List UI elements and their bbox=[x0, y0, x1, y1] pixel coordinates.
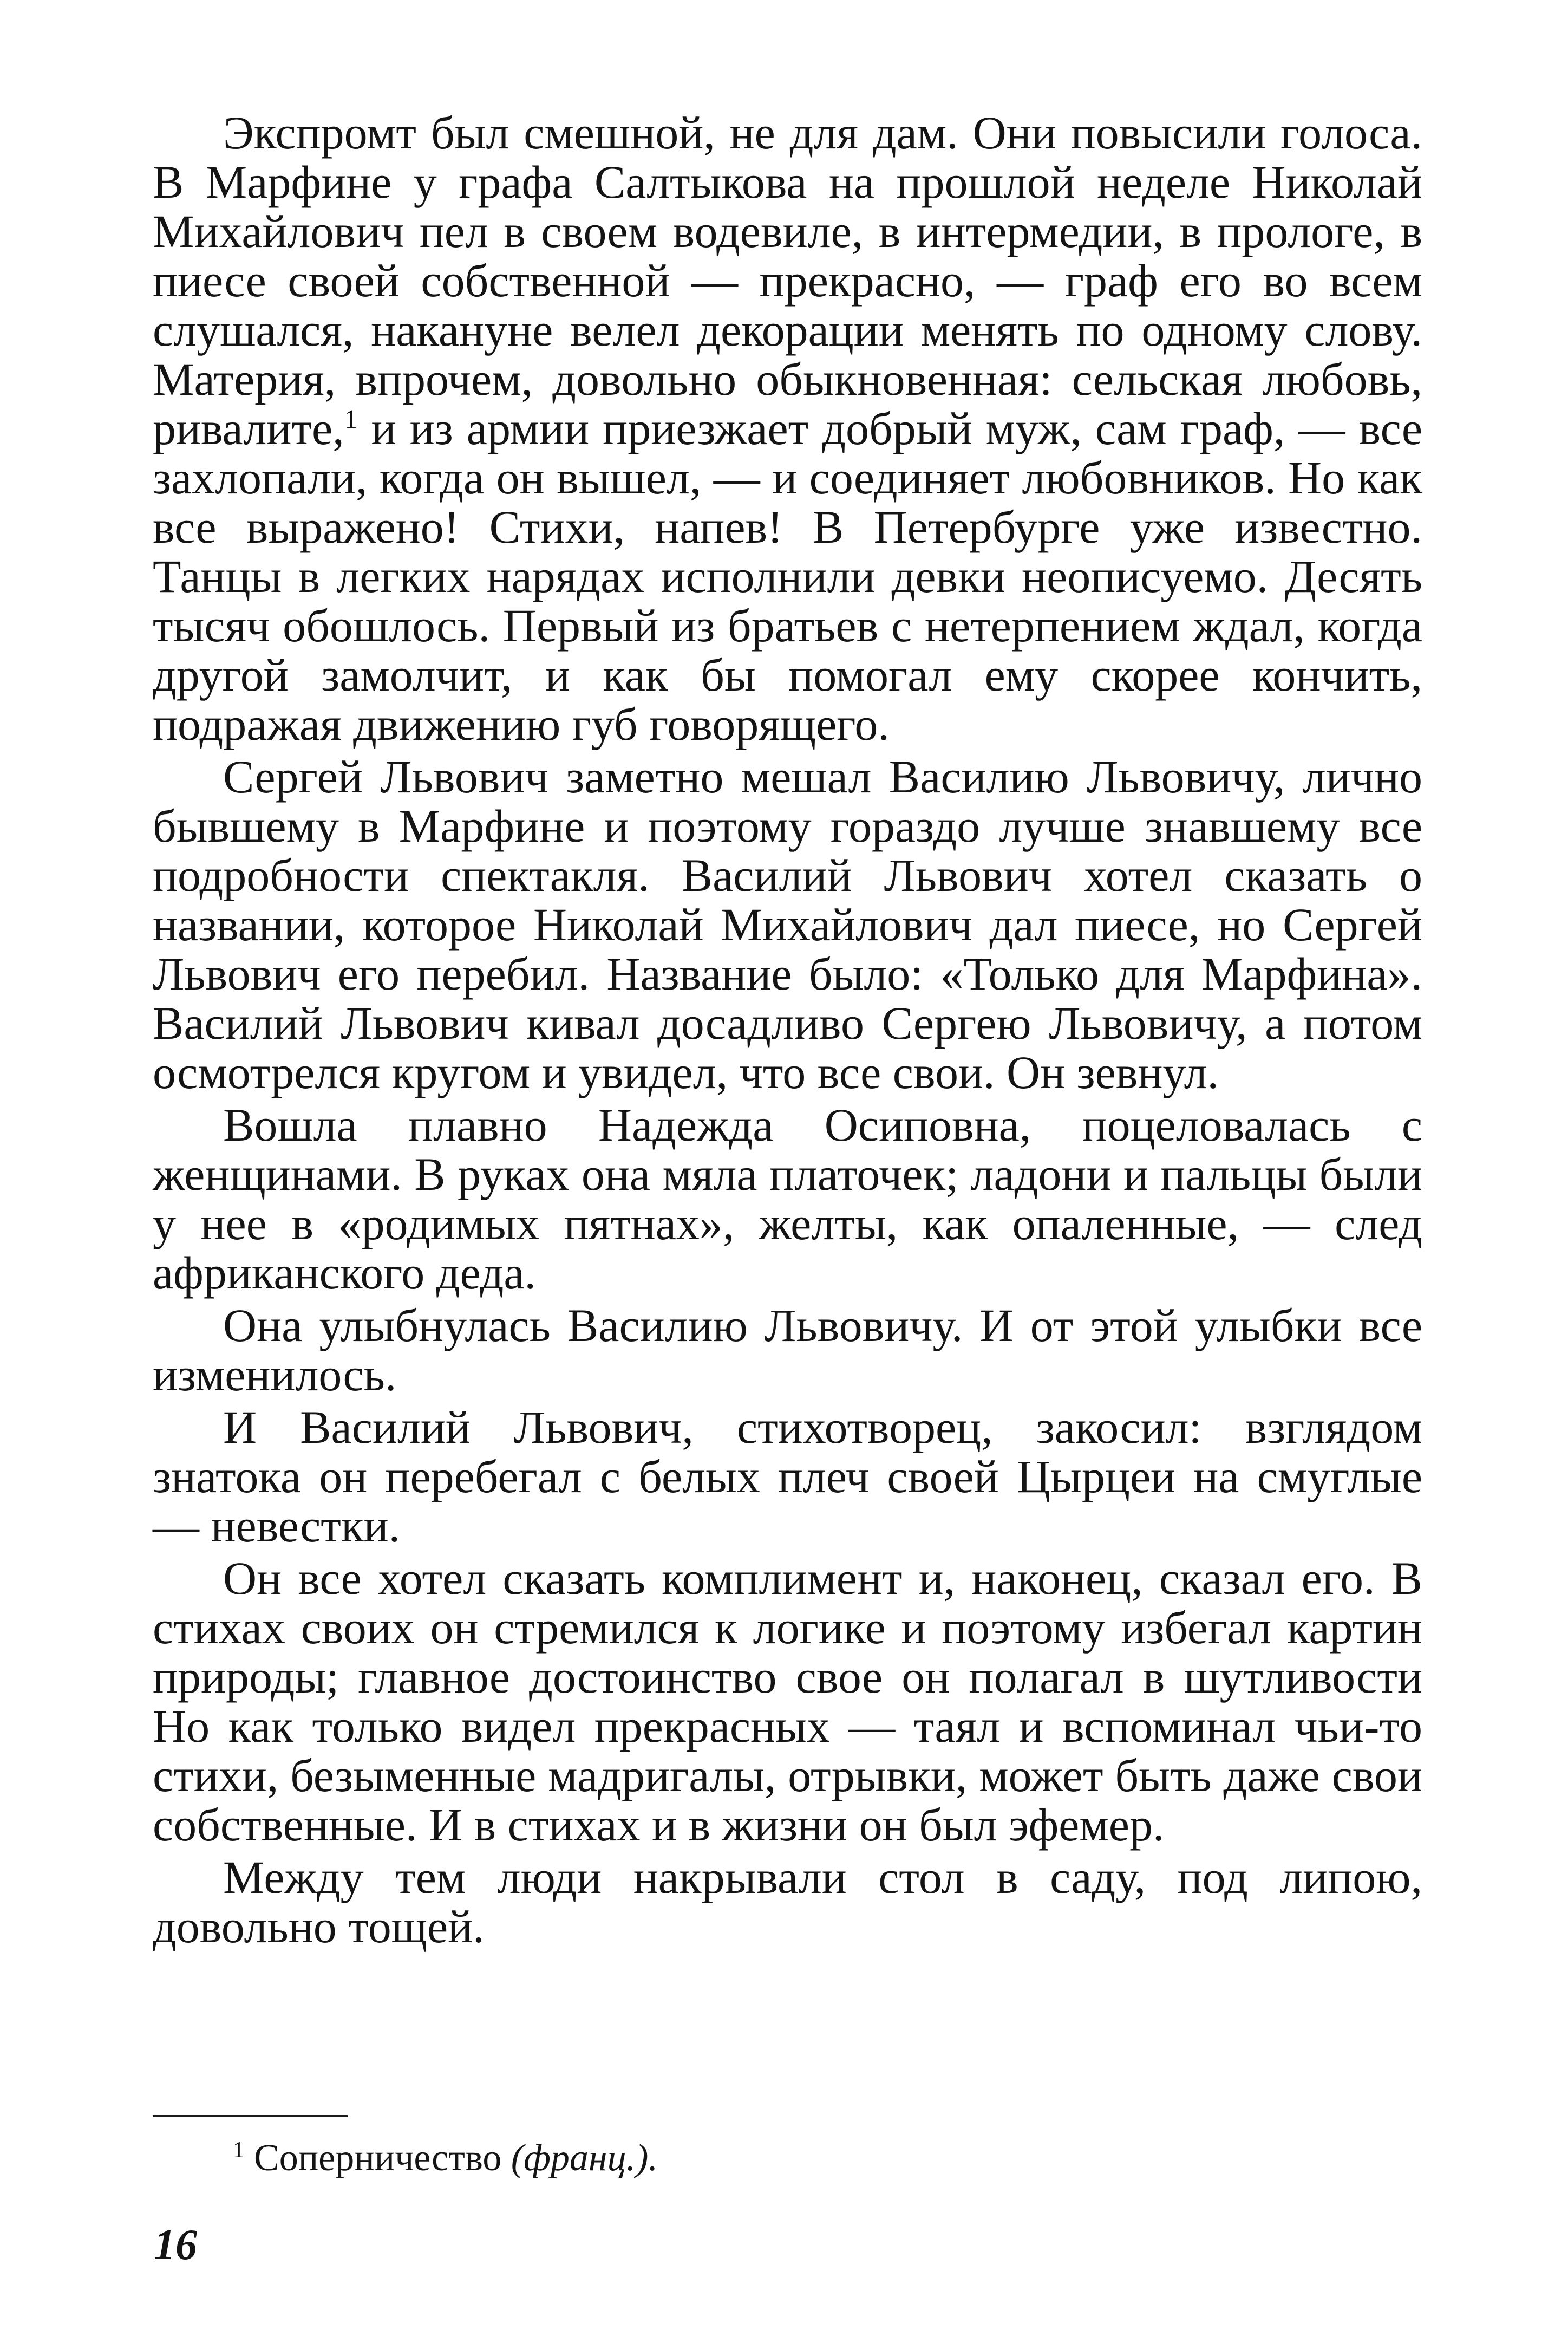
paragraph-1 bbox=[153, 108, 1422, 749]
paragraph-5: И Василий Львович, стихотворец, закосил: взглядом знатока он перебегал с белых плеч своей Цырцеи на смуглые — невестки. bbox=[153, 1401, 1422, 1552]
page-body bbox=[153, 108, 1422, 1955]
paragraph-1-text-a: Экспромт был смешной, не для дам. Они повысили голоса. В Марфине у графа Салтыкова на прошлой неделе Николай Михайлович пел в своем водевиле, в интермедии, в прологе, в пиесе своей собственной — прекрасно, — граф его во всем слушался, накануне велел декорации менять по одному слову. Материя, впрочем, довольно обыкновенная: сельская любовь, ривалите, bbox=[153, 107, 1422, 454]
footnote-marker: 1 bbox=[233, 2137, 244, 2163]
paragraph-1-text-b: и из армии приезжает добрый муж, сам граф, — все захлопали, когда он вышел, — и соединяет любовников. Но как все выражено! Стихи, напев! В Петербурге уже известно. Танцы в легких нарядах исполнили девки неописуемо. Десять тысяч обошлось. Первый из братьев с нетерпением ждал, когда другой замолчит, и как бы помогал ему скорее кончить, подражая движению губ говорящего. bbox=[153, 402, 1422, 750]
paragraph-2: Сергей Львович заметно мешал Василию Львовичу, лично бывшему в Марфине и поэтому гораздо лучше знавшему все подробности спектакля. Василий Львович хотел сказать о названии, которое Николай Михайлович дал пиесе, но Сергей Львович его перебил. Название было: «Только для Марфина». Василий Львович кивал досадливо Сергею Львовичу, а потом осмотрелся кругом и увидел, что все свои. Он зевнул. bbox=[153, 751, 1422, 1098]
paragraph-4: Она улыбнулась Василию Львовичу. И от этой улыбки все изменилось. bbox=[153, 1299, 1422, 1401]
footnote-divider bbox=[153, 2115, 348, 2117]
footnote-text: Соперничество bbox=[254, 2137, 502, 2179]
footnote-reference: 1 bbox=[344, 403, 358, 434]
page-number: 16 bbox=[154, 2221, 197, 2269]
paragraph-6: Он все хотел сказать комплимент и, наконец, сказал его. В стихах своих он стремился к логике и поэтому избегал картин природы; главное достоинство свое он полагал в шутливости Но как только видел прекрасных — таял и вспоминал чьи-то стихи, безыменные мадригалы, отрывки, может быть даже свои собственные. И в стихах и в жизни он был эфемер. bbox=[153, 1552, 1422, 1851]
paragraph-3: Вошла плавно Надежда Осиповна, поцеловалась с женщинами. В руках она мяла платочек; ладони и пальцы были у нее в «родимых пятнах», желты, как опаленные, — след африканского деда. bbox=[153, 1099, 1422, 1299]
paragraph-7: Между тем люди накрывали стол в саду, под липою, довольно тощей. bbox=[153, 1851, 1422, 1952]
footnote-abbreviation: (франц.). bbox=[511, 2137, 658, 2179]
footnote bbox=[233, 2137, 658, 2180]
